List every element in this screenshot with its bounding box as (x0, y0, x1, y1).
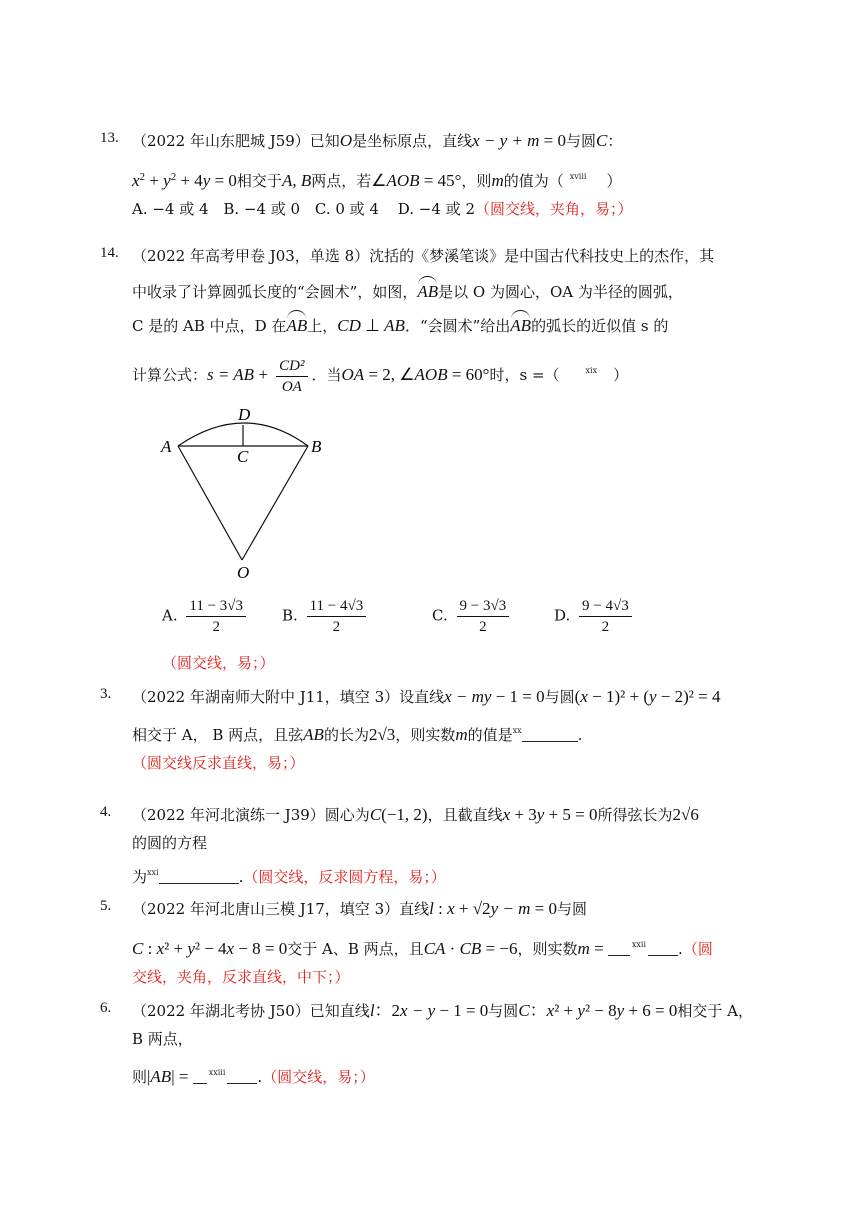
difficulty-tag: （圆交线，夹角，易；） (475, 200, 633, 218)
footnote-ref: xxiii (208, 1068, 226, 1077)
option-c: C. 0 或 4 (314, 200, 379, 218)
answer-blank[interactable] (608, 941, 630, 956)
document-page: 13. （2022 年山东肥城 J59）已知O是坐标原点，直线x − y + m = 0与圆C： $x^2 + y^2 + 4y = 0$相交于A, B两点，若∠AOB = 45°，则m的值为（ $^{xviii}$ ） A. −4 或 4 B. −4 或 0 C. 0 或 4 D. −4 或 2（圆交线，夹角，易；） 14. （2022 年高考甲卷 J03，单选 8）沈括的《梦溪笔谈》是中国古代科技史上的杰作，其 中收录了计算圆弧长度的“会圆术”，如图，AB是以 O 为圆心，OA 为半径的圆弧， C 是的 AB 中点，D 在AB上，CD ⊥ AB．“会圆术”给出AB的弧长的近似值 s 的 计算公式：s = AB + $\frac{\text{CD²}}{OA}$ ．当OA = 2, ∠AOB = 60°时，s =（ $^{xix}$ ） D A C B O A. $\frac{11 - 3√3}{2}$ B. $\frac{11 - 4√3}{2}$ C. $\frac{9 - 3√3}{2}$ D. $\frac{9 - 4√3}{2}$ （圆交线，易；） 3. （2022 年湖南师大附中 J11，填空 3）设直线x − my − 1 = 0与圆(x − 1)² + (y − 2)² = 4 相交于 A， B 两点，且弦AB的长为2√3，则实数m的值是$^{xx}$ . （圆交线反求直线，易；） 4. （2022 年河北演练一 J39）圆心为C(−1, 2)，且截直线x + 3y + 5 = 0所得弦长为2√6 的圆的方程 为$^{xxi}$ .（圆交线，反求圆方程，易；） 5. （2022 年河北唐山三模 J17，填空 3）直线l : x + √2y − m = 0与圆 C : x² + y² − 4x − 8 = 0交于 A、B 两点，且CA · CB = −6，则实数m = $^{xxii}$ .（圆 交线，夹角，反求直线，中下；） 6. （2022 年湖北考协 J50）已知直线l：2x − y − 1 = 0与圆C：x² + y² − 8y + 6 = 0相交于 A， B 两点， 则|AB| = $^{xxiii}$ .（圆交线，易；） (100, 130, 753, 1086)
option-d: D. −4 或 2 (397, 200, 476, 218)
footnote-ref: xviii (569, 172, 587, 181)
question-number: 13. (100, 130, 119, 146)
footnote-ref: xx (512, 726, 522, 735)
question-text: （2022 年河北唐山三模 J17，填空 3）直线 (132, 900, 430, 918)
footnote-ref: xix (585, 366, 598, 375)
radius-oa (178, 446, 242, 560)
geometry-figure (150, 400, 340, 585)
question-number: 5. (100, 898, 112, 914)
footnote-ref: xxii (631, 940, 647, 949)
label-o: O (237, 563, 250, 582)
radius-ob (242, 446, 308, 560)
option-d: D. $\frac{9 - 4√3}{2}$ (554, 596, 636, 637)
label-a: A (161, 437, 172, 456)
footnote-ref: xxi (147, 868, 159, 877)
question-text: （2022 年河北演练一 J39）圆心为 (132, 806, 370, 824)
difficulty-tag: （圆交线，易；） (162, 654, 275, 672)
option-a: A. −4 或 4 (132, 200, 209, 218)
difficulty-tag: （圆交线反求直线，易；） (132, 754, 305, 772)
label-d: D (238, 405, 251, 424)
difficulty-tag: （圆交线，易；） (262, 1068, 375, 1086)
label-c: C (237, 447, 249, 466)
option-b: B. −4 或 0 (223, 200, 301, 218)
question-text: （2022 年山东肥城 J59）已知 (132, 132, 340, 150)
option-c: C. $\frac{9 - 3√3}{2}$ (432, 596, 513, 637)
label-b: B (311, 437, 322, 456)
answer-blank[interactable] (522, 727, 578, 742)
question-number: 14. (100, 245, 119, 261)
question-text: （2022 年高考甲卷 J03，单选 8）沈括的《梦溪笔谈》是中国古代科技史上的杰作，其 (132, 247, 715, 265)
question-number: 4. (100, 804, 112, 820)
question-text: （2022 年湖南师大附中 J11，填空 3）设直线 (132, 688, 445, 706)
question-text: （2022 年湖北考协 J50）已知直线 (132, 1002, 370, 1020)
question-number: 3. (100, 686, 112, 702)
answer-blank[interactable] (159, 869, 239, 884)
options (132, 198, 633, 220)
question-number: 6. (100, 1000, 112, 1016)
option-a: A. $\frac{11 - 3√3}{2}$ (162, 596, 250, 637)
difficulty-tag: 交线，夹角，反求直线，中下；） (132, 968, 350, 986)
option-b: B. $\frac{11 - 4√3}{2}$ (282, 596, 370, 637)
difficulty-tag: （圆交线，反求圆方程，易；） (243, 868, 446, 886)
answer-blank[interactable] (193, 1069, 207, 1084)
